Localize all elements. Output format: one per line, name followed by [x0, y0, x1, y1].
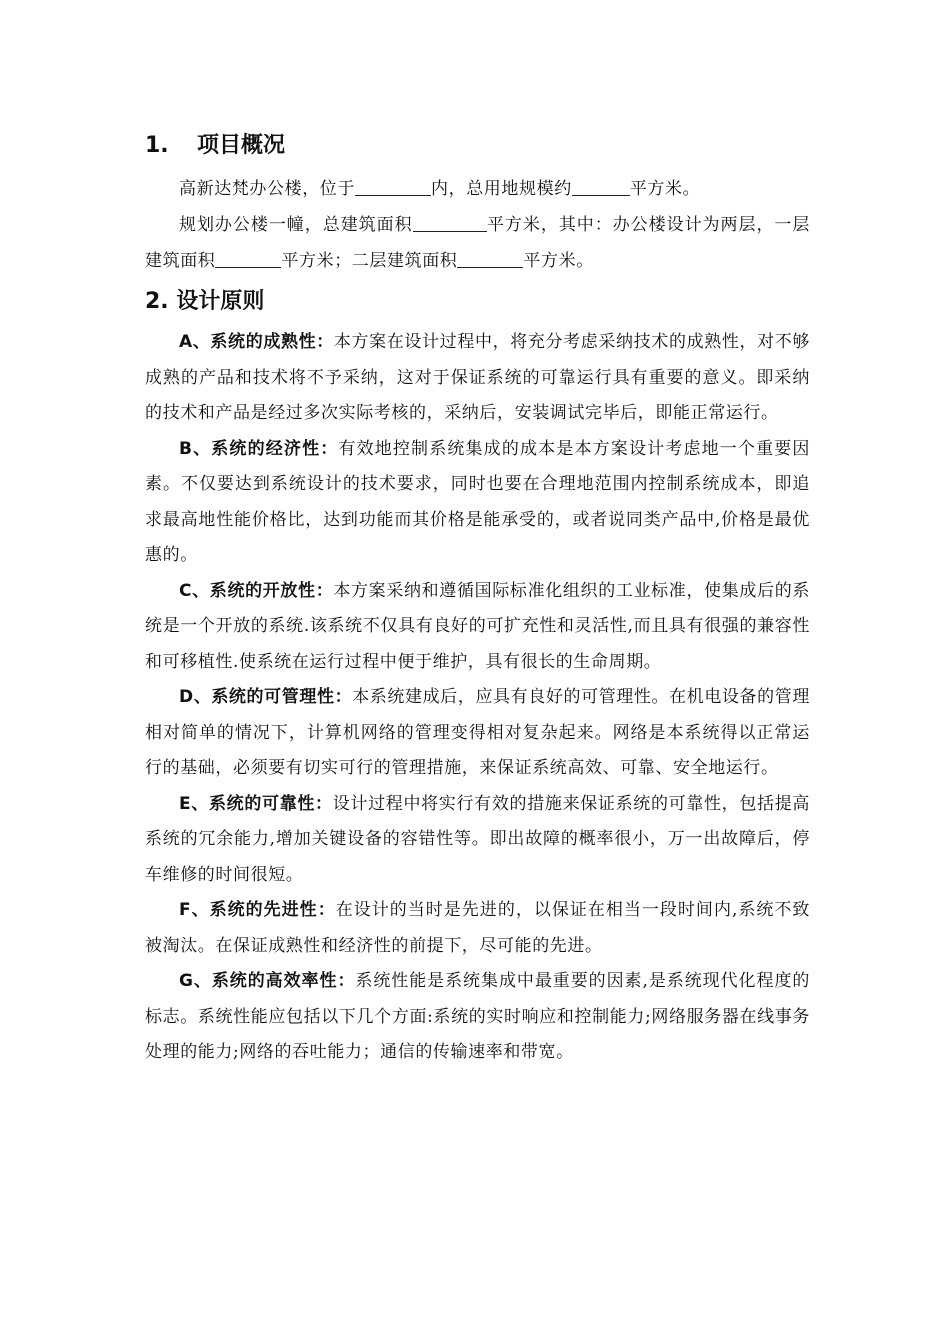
principle-text: 系统性能是系统集成中最重要的因素,是系统现代化程度的标志。系统性能应包括以下几个方面:系统的实时响应和控制能力;网络服务器在线事务处理的能力;网络的吞吐能力；通信的传输速率和带宽。: [145, 971, 810, 1062]
section-1-heading: [145, 131, 810, 161]
principle-paragraph: [145, 680, 810, 787]
section-1-title: 项目概况: [197, 133, 286, 158]
principle-text: 设计过程中将实行有效的措施来保证系统的可靠性，包括提高系统的冗余能力,增加关键设备的容错性等。即出故障的概率很小，万一出故障后，停车维修的时间很短。: [145, 793, 810, 885]
area-text-1: 规划办公楼一幢，总建筑面积: [179, 215, 413, 235]
principle-label: B、系统的经济性：: [179, 438, 339, 459]
principle-label: D、系统的可管理性：: [179, 687, 353, 707]
principle-paragraph: [145, 787, 810, 894]
principle-text: 在设计的当时是先进的，以保证在相当一段时间内,系统不致被淘汰。在保证成熟性和经济性的前提下，尽可能的先进。: [145, 900, 810, 956]
location-text-2: 内，总用地规模约: [431, 179, 572, 199]
principle-label: C、系统的开放性：: [179, 580, 334, 601]
principle-text: 本方案采纳和遵循国际标准化组织的工业标准，使集成后的系统是一个开放的系统.该系统不仅具有良好的可扩充性和灵活性,而且具有很强的兼容性和可移植性.使系统在运行过程中便于维护，具有很长的生命周期。: [145, 580, 810, 672]
principle-paragraph: [145, 964, 810, 1071]
floor1-area-blank: [215, 249, 281, 268]
principle-label: E、系统的可靠性：: [179, 793, 333, 814]
principle-text: 本系统建成后，应具有良好的可管理性。在机电设备的管理相对简单的情况下，计算机网络的管理变得相对复杂起来。网络是本系统得以正常运行的基础，必须要有切实可行的管理措施，来保证系统高效、可靠、安全地运行。: [145, 687, 810, 778]
principle-label: F、系统的先进性：: [179, 900, 336, 920]
area-blank: [572, 177, 630, 196]
location-blank: [355, 177, 431, 196]
principle-paragraph: [145, 325, 810, 432]
project-location-paragraph: [145, 171, 810, 207]
section-1-number: 1.: [145, 133, 169, 158]
location-text-1: 高新达梵办公楼，位于: [179, 179, 355, 199]
building-area-paragraph: [145, 207, 810, 279]
principle-label: G、系统的高效率性：: [179, 971, 356, 991]
section-2-body: [145, 325, 810, 1071]
principle-paragraph: [145, 432, 810, 574]
principle-text: 有效地控制系统集成的成本是本方案设计考虑地一个重要因素。不仅要达到系统设计的技术要求，同时也要在合理地范围内控制系统成本，即追求最高地性能价格比，达到功能而其价格是能承受的，或者说同类产品中,价格是最优惠的。: [145, 438, 810, 565]
area-text-2: 平方米，其中：办公楼设计为两层，一层建筑面积: [145, 215, 810, 271]
principle-paragraph: [145, 574, 810, 681]
document-page: [145, 118, 810, 1071]
principle-paragraph: [145, 893, 810, 964]
area-text-3: 平方米；二层建筑面积: [281, 251, 458, 271]
section-1-body: [145, 171, 810, 279]
section-2-heading: 2. 设计原则: [145, 289, 265, 314]
floor2-area-blank: [457, 249, 523, 268]
total-area-blank: [413, 213, 487, 232]
area-text-4: 平方米。: [523, 251, 594, 271]
location-text-3: 平方米。: [629, 179, 701, 199]
principle-text: 本方案在设计过程中，将充分考虑采纳技术的成熟性，对不够成熟的产品和技术将不予采纳，这对于保证系统的可靠运行具有重要的意义。即采纳的技术和产品是经过多次实际考核的，采纳后，安装调试完毕后，即能正常运行。: [145, 332, 810, 423]
principle-label: A、系统的成熟性：: [179, 332, 334, 352]
